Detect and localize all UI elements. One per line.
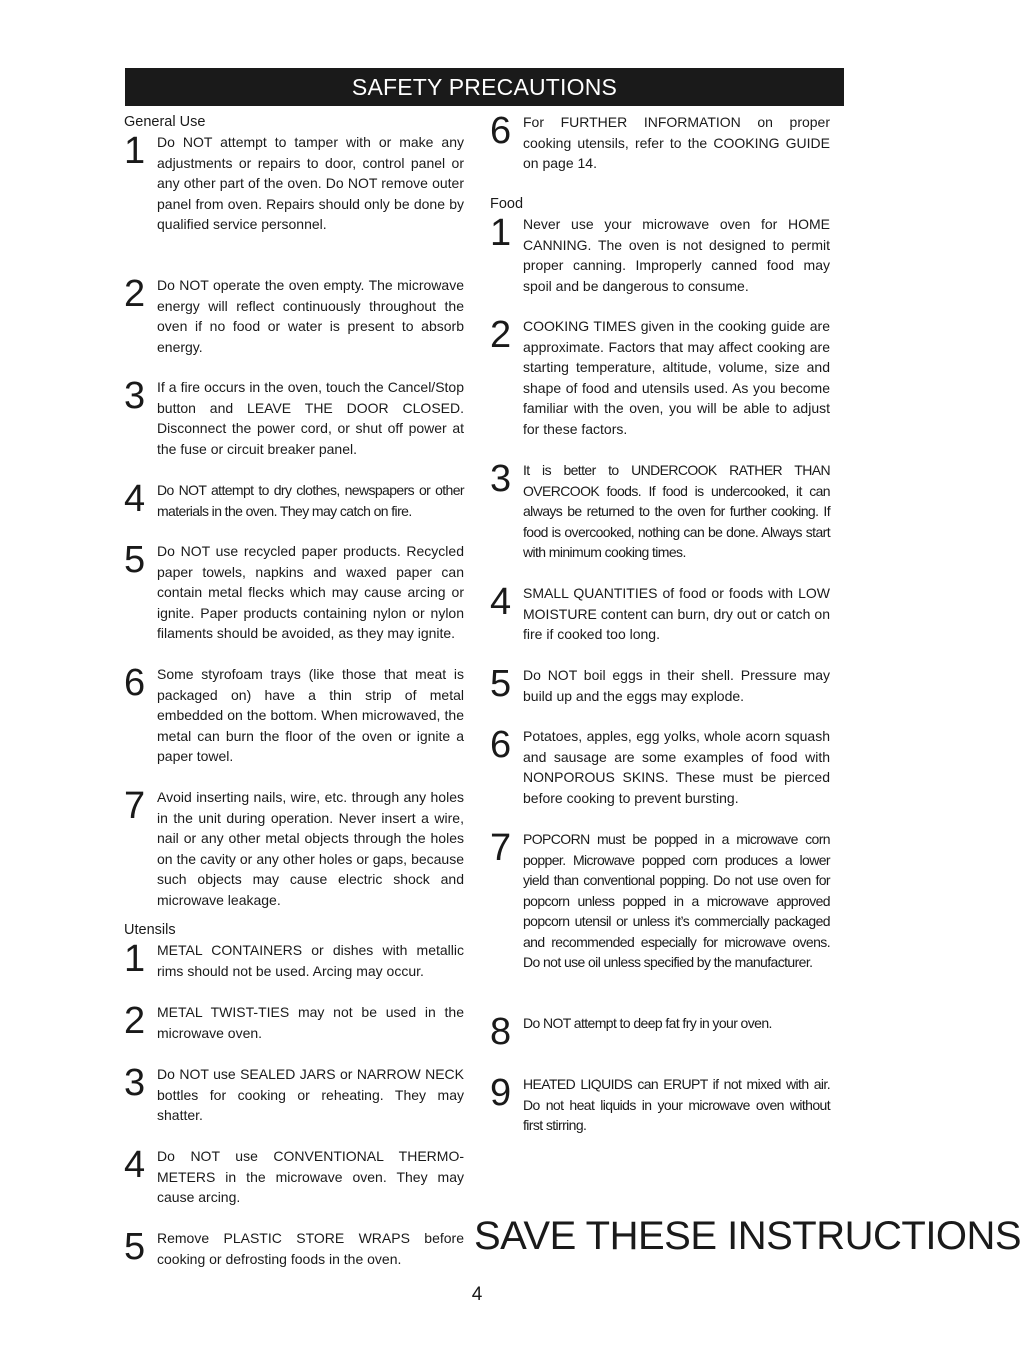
banner-title: SAFETY PRECAUTIONS <box>351 73 618 100</box>
general-item-7 <box>124 787 464 920</box>
utensils-item-4 <box>124 1146 464 1228</box>
food-item-4 <box>490 583 830 665</box>
food-item-7 <box>490 829 830 1013</box>
item-number: 2 <box>124 273 146 315</box>
item-number: 6 <box>124 662 146 704</box>
section-banner <box>125 68 844 106</box>
utensils-item-3 <box>124 1064 464 1146</box>
item-text: Do NOT attempt to tamper with or make any adjustments or repairs to door, control panel or any other part of the oven. Do NOT remove outer panel from oven. Repairs should only be done by qualified service personnel. <box>157 134 464 232</box>
item-number: 4 <box>124 1144 146 1186</box>
item-text: Potatoes, apples, egg yolks, whole acorn squash and sausage are some examples of food with NONPOROUS SKINS. These must be pierced before cooking to prevent bursting. <box>523 728 830 806</box>
utensils-item-5 <box>124 1228 464 1278</box>
utensils-item-2 <box>124 1002 464 1064</box>
item-text: METAL TWIST-TIES may not be used in the microwave oven. <box>157 1004 464 1041</box>
general-item-4 <box>124 480 464 541</box>
left-column <box>124 112 464 1278</box>
item-text: Avoid inserting nails, wire, etc. through any holes in the unit during operation. Never insert a wire, nail or any other metal objects through the holes on the cavity or any other holes or gaps, because such objects may cause electric shock and microwave leakage. <box>157 789 464 908</box>
general-item-5 <box>124 541 464 664</box>
item-number: 5 <box>490 663 512 705</box>
item-number: 7 <box>124 785 146 827</box>
item-number: 9 <box>490 1072 512 1114</box>
item-number: 3 <box>124 1062 146 1104</box>
item-number: 6 <box>490 110 512 152</box>
item-text: If a fire occurs in the oven, touch the Cancel/Stop button and LEAVE THE DOOR CLOSED. Disconnect the power cord, or shut off power at the fuse or circuit breaker panel. <box>157 379 464 457</box>
item-number: 4 <box>124 478 146 520</box>
general-item-6 <box>124 664 464 787</box>
right-column <box>490 112 830 1144</box>
item-number: 3 <box>490 458 512 500</box>
item-text: Do NOT operate the oven empty. The microwave energy will reflect continuously throughout the oven if no food or water is present to absorb energy. <box>157 277 464 355</box>
food-heading: Food <box>490 196 524 212</box>
item-text: COOKING TIMES given in the cooking guide are approximate. Factors that may affect cooking are starting temperature, altitude, volume, size and shape of food and utensils used. As you become familiar with the oven, you will be able to adjust for these factors. <box>523 318 830 437</box>
utensils-heading: Utensils <box>124 922 176 938</box>
food-item-2 <box>490 316 830 460</box>
general-use-heading: General Use <box>124 114 206 130</box>
item-number: 7 <box>490 827 512 869</box>
item-text: Do NOT use CONVENTIONAL THERMO-METERS in the microwave oven. They may cause arcing. <box>157 1148 464 1205</box>
item-number: 4 <box>490 581 512 623</box>
food-item-8 <box>490 1013 830 1074</box>
general-item-3 <box>124 377 464 480</box>
item-text: Do NOT boil eggs in their shell. Pressure may build up and the eggs may explode. <box>523 667 830 704</box>
item-number: 6 <box>490 724 512 766</box>
food-item-9 <box>490 1074 830 1144</box>
item-text: METAL CONTAINERS or dishes with metallic rims should not be used. Arcing may occur. <box>157 942 464 979</box>
item-number: 2 <box>124 1000 146 1042</box>
item-number: 5 <box>124 539 146 581</box>
item-number: 1 <box>124 938 146 980</box>
food-item-1 <box>490 214 830 316</box>
item-text: HEATED LIQUIDS can ERUPT if not mixed with air. Do not heat liquids in your microwave oven without first stirring. <box>523 1076 830 1133</box>
item-text: Do NOT attempt to dry clothes, newspapers or other materials in the oven. They may catch on fire. <box>157 482 464 519</box>
item-number: 2 <box>490 314 512 356</box>
item-number: 8 <box>490 1011 512 1053</box>
item-text: Some styrofoam trays (like those that meat is packaged on) have a thin strip of metal embedded on the bottom. When microwaved, the metal can burn the floor of the oven or ignite a paper towel. <box>157 666 464 764</box>
utensils-item-6 <box>490 112 830 194</box>
item-text: Never use your microwave oven for HOME CANNING. The oven is not designed to permit proper canning. Improperly canned food may spoil and be dangerous to consume. <box>523 216 830 294</box>
utensils-item-1 <box>124 940 464 1002</box>
food-item-5 <box>490 665 830 726</box>
general-item-1 <box>124 132 464 275</box>
item-text: Do NOT use SEALED JARS or NARROW NECK bottles for cooking or reheating. They may shatter. <box>157 1066 464 1123</box>
item-number: 5 <box>124 1226 146 1268</box>
item-text: SMALL QUANTITIES of food or foods with LOW MOISTURE content can burn, dry out or catch on fire if cooked too long. <box>523 585 830 642</box>
item-text: Do NOT attempt to deep fat fry in your oven. <box>523 1015 772 1031</box>
item-number: 3 <box>124 375 146 417</box>
item-text: Remove PLASTIC STORE WRAPS before cooking or defrosting foods in the oven. <box>157 1230 464 1267</box>
general-item-2 <box>124 275 464 377</box>
item-text: POPCORN must be popped in a microwave corn popper. Microwave popped corn produces a lower yield than conventional popping. Do not use oven for popcorn unless popped in a microwave approved popcorn utensil or unless it’s commercially packaged and recommended especially for microwave ovens. Do not use oil unless specified by the manufacturer. <box>523 831 830 970</box>
item-number: 1 <box>124 130 146 172</box>
page-number: 4 <box>471 1284 483 1305</box>
food-item-6 <box>490 726 830 829</box>
item-text: It is better to UNDERCOOK RATHER THAN OVERCOOK foods. If food is undercooked, it can always be returned to the oven for further cooking. If food is overcooked, nothing can be done. Always start with minimum cooking times. <box>523 462 830 560</box>
save-instructions-heading: SAVE THESE INSTRUCTIONS <box>474 1214 1021 1258</box>
item-text: For FURTHER INFORMATION on proper cooking utensils, refer to the COOKING GUIDE on page 14. <box>523 114 830 171</box>
food-item-3 <box>490 460 830 583</box>
item-text: Do NOT use recycled paper products. Recycled paper towels, napkins and waxed paper can contain metal flecks which may cause arcing or ignite. Paper products containing nylon or nylon filaments should be avoided, as they may ignite. <box>157 543 464 641</box>
item-number: 1 <box>490 212 512 254</box>
